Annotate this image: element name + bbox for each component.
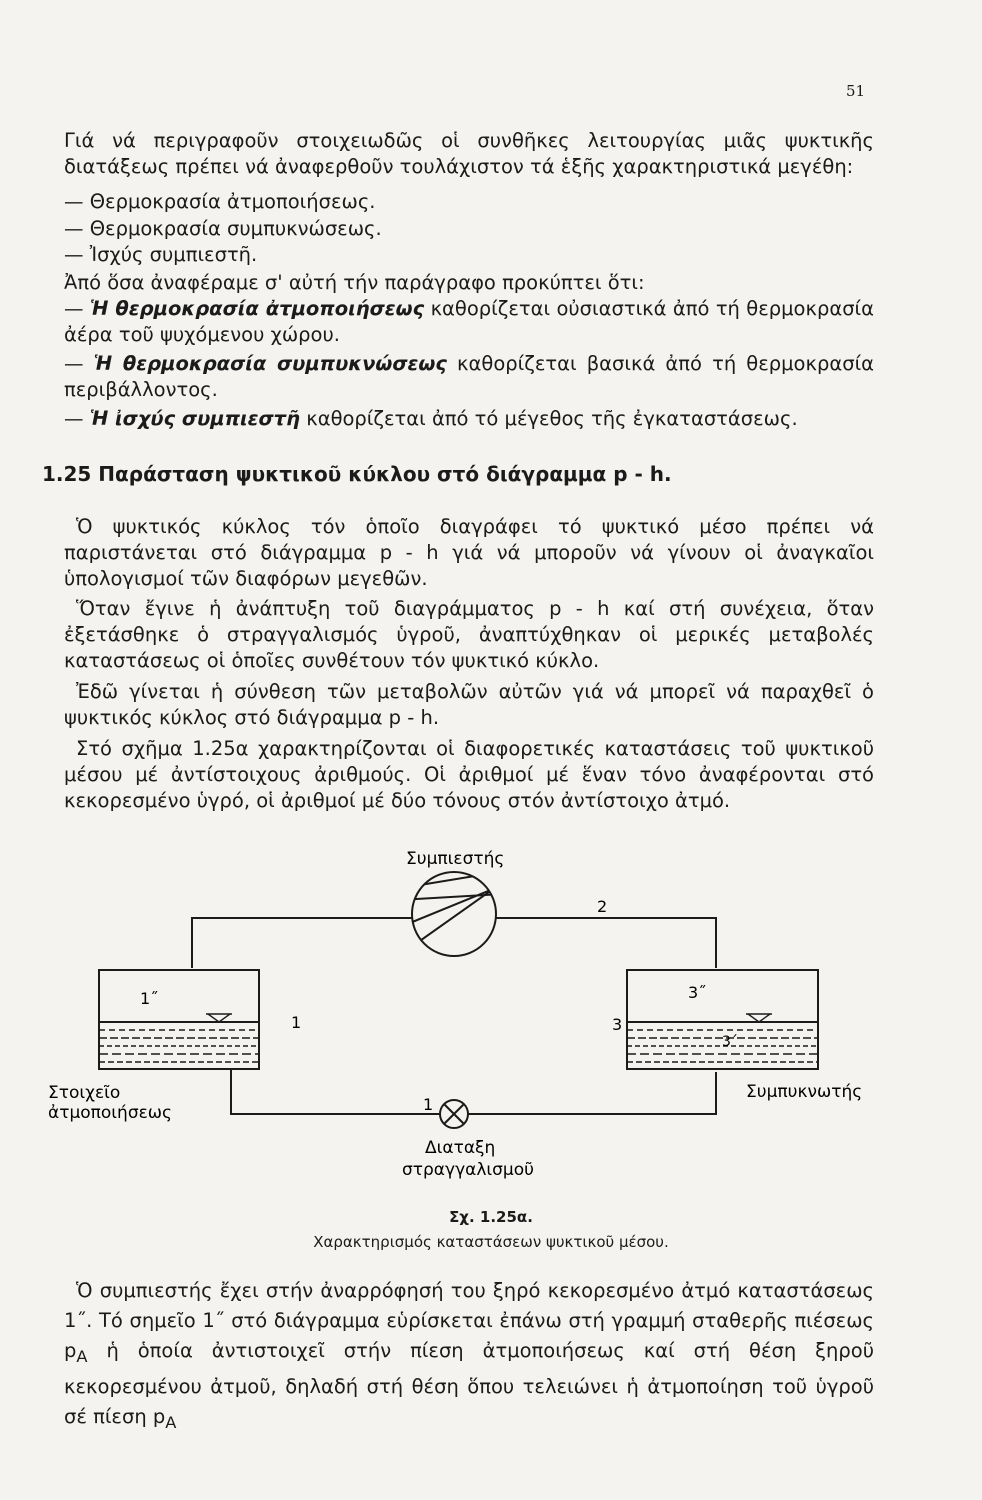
point3-text: καθορίζεται ἀπό τό μέγεθος τῆς ἐγκαταστάσεως. xyxy=(306,407,798,430)
point3-term: Ἡ ἰσχύς συμπιεστῆ xyxy=(89,407,301,430)
state-3-prime: 3΄ xyxy=(722,1034,738,1050)
page-number: 51 xyxy=(846,82,866,100)
suction-line xyxy=(192,918,412,968)
valve-label-line1: Διαταξη xyxy=(425,1138,496,1158)
valve-label-line2: στραγγαλισμοῦ xyxy=(402,1160,534,1180)
list-item-condensation: — Θερμοκρασία συμπυκνώσεως. xyxy=(64,217,382,240)
state-3: 3 xyxy=(612,1015,623,1034)
pressure-subscript-end: A xyxy=(165,1412,177,1432)
figure-title: Σχ. 1.25α. xyxy=(449,1208,533,1226)
state-1-valve: 1 xyxy=(423,1095,434,1114)
state-2: 2 xyxy=(597,897,608,916)
dash: — xyxy=(64,352,84,375)
liquid-line-right xyxy=(468,1072,716,1114)
evaporator-label-line2: ἀτμοποιήσεως xyxy=(48,1103,172,1123)
compressor-label: Συμπιεστής xyxy=(406,849,505,869)
list-item-compressor-power: — Ἰσχύς συμπιεστῆ. xyxy=(64,243,258,266)
bottom-text-a: Ὁ συμπιεστής ἔχει στήν ἀναρρόφησή του ξηρό κεκορεσμένο ἀτμό καταστάσεως 1˝. Τό σημεῖο 1˝ στό διάγραμμα εὑρίσκεται ἐπάνω στή γραμμή σταθερῆς πιέσεως xyxy=(64,1279,874,1332)
state-1-double-prime: 1˝ xyxy=(140,989,159,1008)
section-paragraph-2: Ὅταν ἔγινε ἡ ἀνάπτυξη τοῦ διαγράμματος p - h καί στή συνέχεια, ὅταν ἐξετάσθηκε ὁ στραγγαλισμός ὑγροῦ, ἀναπτύχθηκαν οἱ μερικές μεταβολές καταστάσεως οἱ ὁποῖες συνθέτουν τόν ψυκτικό κύκλο. xyxy=(64,597,874,672)
dash: — xyxy=(64,297,84,320)
section-heading: 1.25 Παράσταση ψυκτικοῦ κύκλου στό διάγραμμα p - h. xyxy=(42,462,672,486)
refrigeration-cycle-figure xyxy=(0,830,982,1180)
pressure-symbol-end: p xyxy=(152,1404,166,1428)
from-above-paragraph: Ἀπό ὅσα ἀναφέραμε σ' αὐτή τήν παράγραφο προκύπτει ὅτι: xyxy=(64,271,645,294)
figure-caption: Χαρακτηρισμός καταστάσεων ψυκτικοῦ μέσου. xyxy=(313,1233,669,1251)
liquid-line-left xyxy=(231,1069,440,1114)
list-item-evaporation: — Θερμοκρασία ἀτμοποιήσεως. xyxy=(64,190,376,213)
intro-paragraph: Γιά νά περιγραφοῦν στοιχειωδῶς οἱ συνθῆκες λειτουργίας μιᾶς ψυκτικῆς διατάξεως πρέπει νά ἀναφερθοῦν τουλάχιστον τά ἑξῆς χαρακτηριστικά μεγέθη: xyxy=(64,129,874,178)
state-1: 1 xyxy=(291,1013,302,1032)
point-condensation-temp xyxy=(64,351,874,403)
point-evaporation-temp xyxy=(64,296,874,348)
evaporator-liquid xyxy=(99,1014,259,1062)
section-paragraph-1: Ὁ ψυκτικός κύκλος τόν ὁποῖο διαγράφει τό ψυκτικό μέσο πρέπει νά παριστάνεται στό διάγραμμα p - h γιά νά μποροῦν νά γίνουν οἱ ἀναγκαῖοι ὑπολογισμοί τῶν διαφόρων μεγεθῶν. xyxy=(64,515,874,590)
point2-term: Ἡ θερμοκρασία συμπυκνώσεως xyxy=(93,352,447,375)
bottom-text-b: ἡ ὁποία ἀντιστοιχεῖ στήν πίεση ἀτμοποιήσεως καί στή θέση ξηροῦ κεκορεσμένου ἀτμοῦ, δηλαδή στή θέση ὅπου τελειώνει ἡ ἀτμοποίηση τοῦ ὑγροῦ σέ πίεση xyxy=(64,1339,874,1428)
pressure-symbol: p xyxy=(64,1339,77,1362)
point1-term: Ἡ θερμοκρασία ἀτμοποιήσεως xyxy=(89,297,425,320)
evaporator-label-line1: Στοιχεῖο xyxy=(48,1083,121,1103)
bottom-paragraph xyxy=(64,1276,874,1438)
section-paragraph-3: Ἐδῶ γίνεται ἡ σύνθεση τῶν μεταβολῶν αὐτῶν γιά νά μπορεῖ νά παραχθεῖ ὁ ψυκτικός κύκλος στό διάγραμμα p - h. xyxy=(64,680,874,729)
section-paragraph-4: Στό σχῆμα 1.25α χαρακτηρίζονται οἱ διαφορετικές καταστάσεις τοῦ ψυκτικοῦ μέσου μέ ἀντίστοιχους ἀριθμούς. Οἱ ἀριθμοί μέ ἕναν τόνο ἀναφέρονται στό κεκορεσμένο ὑγρό, οἱ ἀριθμοί μέ δύο τόνους στόν ἀντίστοιχο ἀτμό. xyxy=(64,737,874,812)
point1-text: καθορίζεται οὐσιαστικά ἀπό τή θερμοκρασία ἀέρα τοῦ ψυχόμενου χώρου. xyxy=(64,297,875,346)
state-3-double-prime: 3˝ xyxy=(688,983,707,1002)
condenser-label: Συμπυκνωτής xyxy=(746,1082,863,1102)
discharge-line xyxy=(496,918,716,968)
dash: — xyxy=(64,407,84,430)
point2-text: καθορίζεται βασικά ἀπό τή θερμοκρασία περιβάλλοντος. xyxy=(64,352,875,401)
pressure-subscript: A xyxy=(76,1346,88,1366)
point-compressor-power xyxy=(64,406,874,432)
